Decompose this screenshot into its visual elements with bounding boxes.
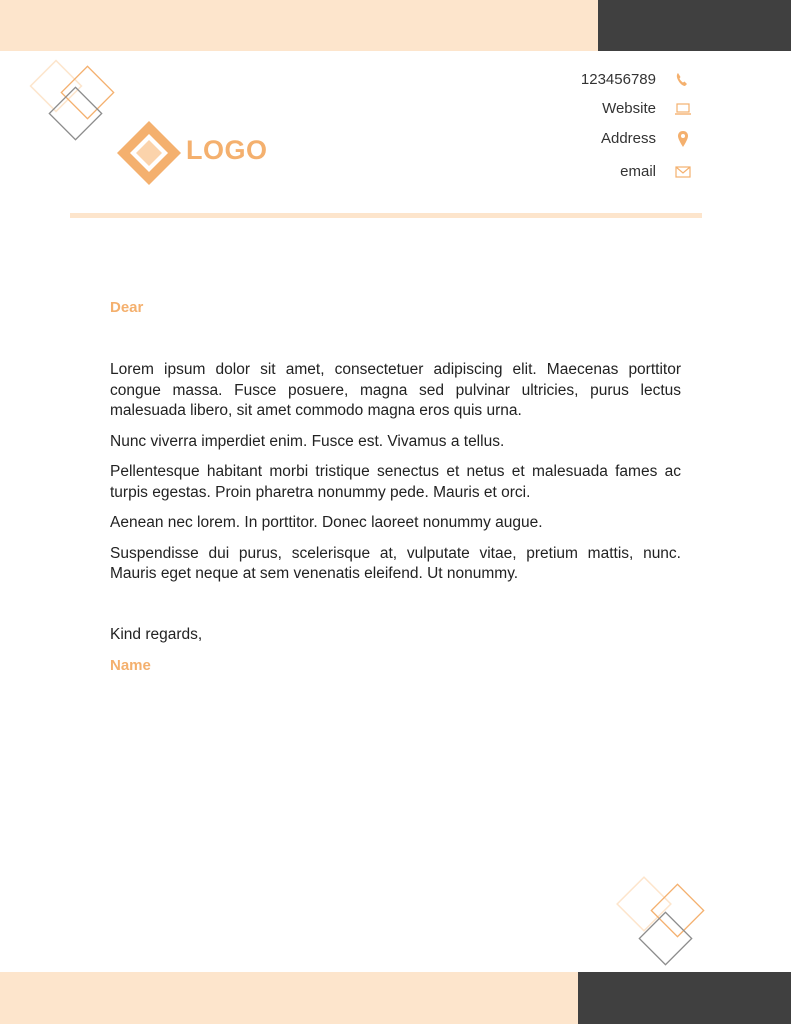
footer-band-peach bbox=[0, 972, 578, 1024]
phone-icon bbox=[673, 71, 693, 89]
logo-mark bbox=[116, 120, 182, 186]
contact-website: Website bbox=[602, 100, 656, 117]
paragraph: Aenean nec lorem. In porttitor. Donec laoreet nonummy augue. bbox=[110, 514, 543, 531]
paragraph: Lorem ipsum dolor sit amet, consectetuer adipiscing elit. Maecenas porttitor congue massa. Fusce posuere, magna sed pulvinar ultricies, purus lectus malesuada libero, sit amet commodo magna eros quis urna. bbox=[110, 361, 681, 419]
contact-phone: 123456789 bbox=[580, 71, 656, 88]
paragraph: Suspendisse dui purus, scelerisque at, vulputate vitae, pretium mattis, nunc. Mauris eget neque at sem venenatis eleifend. Ut nonummy. bbox=[110, 544, 681, 582]
paragraph: Nunc viverra imperdiet enim. Fusce est. Vivamus a tellus. bbox=[110, 432, 505, 450]
header-band-dark bbox=[598, 0, 791, 51]
contact-address: Address bbox=[600, 130, 656, 147]
envelope-icon bbox=[673, 163, 693, 181]
decorative-diamonds-bottom-right bbox=[612, 872, 716, 976]
footer-band-dark bbox=[578, 972, 791, 1024]
logo-text: LOGO bbox=[186, 135, 268, 165]
header-divider bbox=[70, 213, 702, 218]
signature-name: Name bbox=[110, 657, 151, 674]
contact-email: email bbox=[620, 163, 656, 180]
laptop-icon bbox=[673, 100, 693, 118]
location-pin-icon bbox=[673, 130, 693, 148]
greeting: Dear bbox=[110, 299, 144, 316]
letter-body bbox=[110, 360, 681, 595]
paragraph: Pellentesque habitant morbi tristique senectus et netus et malesuada fames ac turpis egestas. Proin pharetra nonummy pede. Mauris et orci. bbox=[110, 463, 681, 501]
closing: Kind regards, bbox=[110, 626, 203, 643]
header-band-peach bbox=[0, 0, 598, 51]
decorative-diamonds-top-left bbox=[24, 54, 129, 154]
